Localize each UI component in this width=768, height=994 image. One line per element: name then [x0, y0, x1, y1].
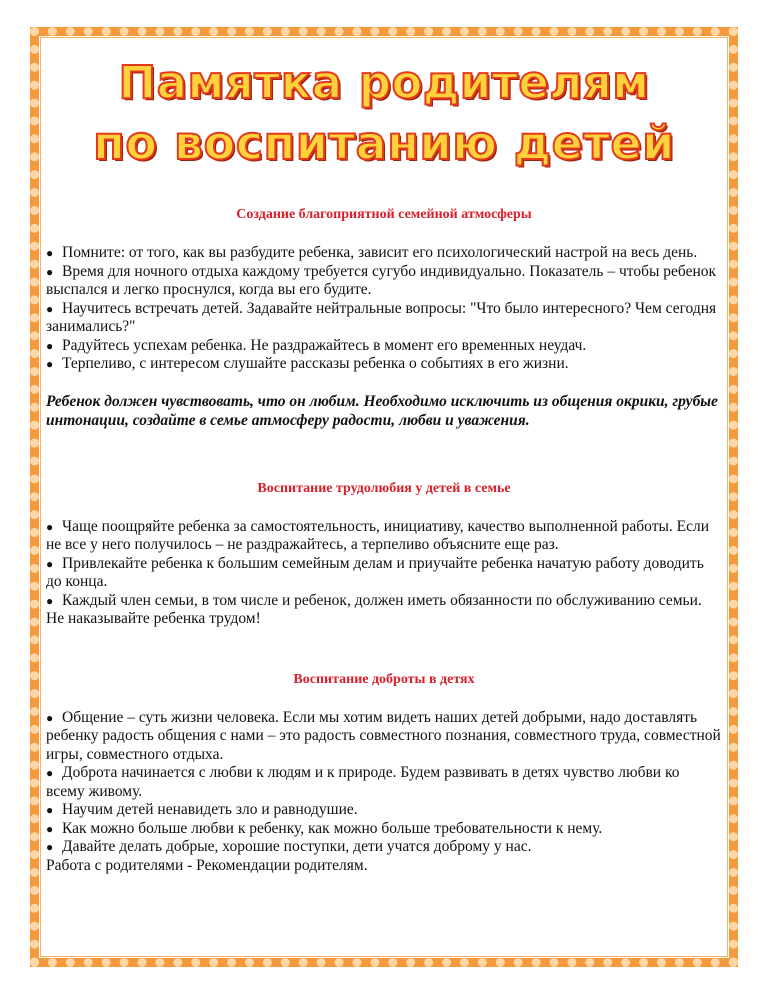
bullet-icon: ●: [46, 766, 54, 780]
memo-content: [46, 206, 722, 875]
list-item: ● Радуйтесь успехам ребенка. Не раздражайтесь в момент его временных неудач.: [46, 336, 587, 354]
list-item: ● Как можно больше любви к ребенку, как можно больше требовательности к нему.: [46, 819, 603, 837]
bullet-icon: ●: [46, 556, 54, 571]
list-item: ● Общение – суть жизни человека. Если мы хотим видеть наших детей добрыми, надо доставлять ребенку радость общения с нами – это радость совместного познания, совместного труда, совместной игры, совместного отдыха.: [46, 708, 721, 763]
section-heading-kindness: Воспитание доброты в детях: [293, 671, 475, 687]
bullet-icon: ●: [46, 821, 54, 836]
bullet-icon: ●: [46, 338, 54, 353]
bullet-icon: ●: [46, 840, 54, 854]
list-item: ● Помните: от того, как вы разбудите ребенка, зависит его психологический настрой на весь день.: [46, 244, 698, 261]
bullet-icon: ●: [46, 593, 54, 608]
bullet-icon: ●: [46, 710, 54, 725]
emphasis-note: Ребенок должен чувствовать, что он любим. Необходимо исключить из общения окрики, грубые интонации, создайте в семье атмосферу радости, любви и уважения.: [46, 392, 718, 429]
bullet-icon: ●: [46, 301, 54, 316]
list-item: ● Давайте делать добрые, хорошие поступки, дети учатся доброму у нас.: [46, 838, 532, 855]
page-title-line2: по воспитанию детей: [93, 116, 675, 170]
section-heading-atmosphere: Создание благоприятной семейной атмосферы: [236, 207, 532, 222]
list-item: ● Каждый член семьи, в том числе и ребенок, должен иметь обязанности по обслуживанию семьи. Не наказывайте ребенка трудом!: [46, 591, 702, 627]
bullet-icon: ●: [46, 519, 54, 534]
bullet-icon: ●: [46, 264, 54, 279]
bullet-icon: ●: [46, 803, 54, 817]
page-title-line1: Памятка родителям: [118, 56, 650, 109]
list-item: ● Научим детей ненавидеть зло и равнодушие.: [46, 801, 358, 818]
bullet-icon: ●: [46, 357, 54, 371]
list-item: ● Время для ночного отдыха каждому требуется сугубо индивидуально. Показатель – чтобы ребенок выспался и легко проснулся, когда вы его будите.: [46, 262, 717, 298]
bullet-icon: ●: [46, 246, 54, 260]
list-item: ● Доброта начинается с любви к людям и к природе. Будем развивать в детях чувство любви ко всему живому.: [46, 764, 680, 800]
section-heading-diligence: Воспитание трудолюбия у детей в семье: [257, 480, 511, 496]
list-item: ● Научитесь встречать детей. Задавайте нейтральные вопросы: "Что было интересного? Чем сегодня занимались?": [46, 299, 717, 335]
footer-text: Работа с родителями - Рекомендации родителям.: [46, 856, 368, 874]
list-item: ● Привлекайте ребенка к большим семейным делам и приучайте ребенка начатую работу доводить до конца.: [46, 554, 704, 590]
list-item: ● Терпеливо, с интересом слушайте рассказы ребенка о событиях в его жизни.: [46, 355, 569, 372]
list-item: ● Чаще поощряйте ребенка за самостоятельность, инициативу, качество выполненной работы. Если не все у него получилось – не раздражайтесь, а терпеливо объясните еще раз.: [46, 517, 710, 553]
